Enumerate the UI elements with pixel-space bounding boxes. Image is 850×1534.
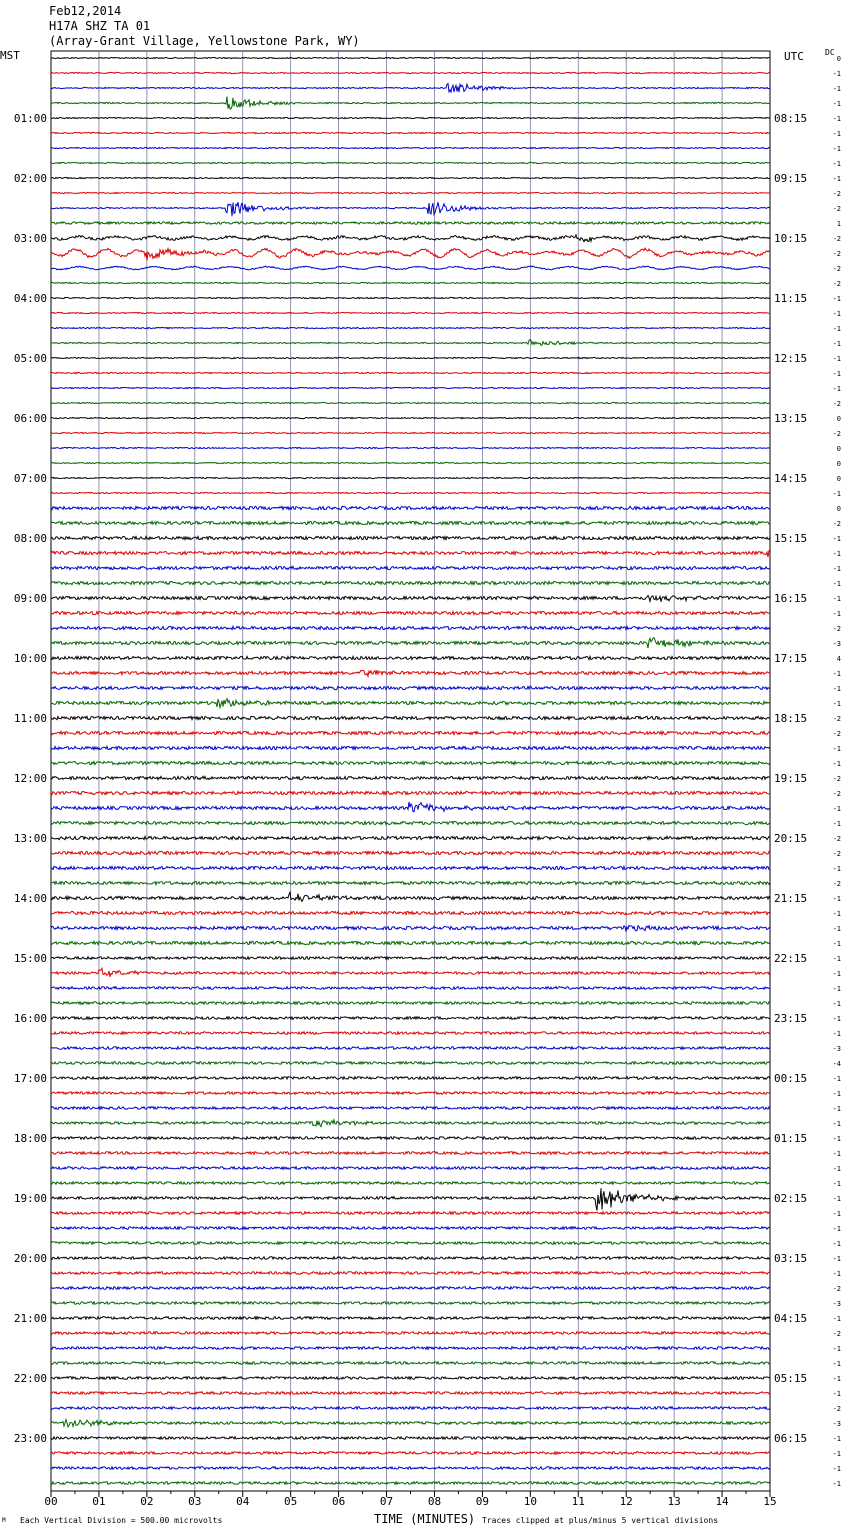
dc-offset-label: 4 <box>836 655 841 663</box>
dc-offset-label: -1 <box>832 820 841 828</box>
x-tick-label: 11 <box>571 1495 585 1508</box>
dc-offset-label: -1 <box>832 1090 841 1098</box>
dc-offset-label: -1 <box>832 115 841 123</box>
trace-row-2 <box>51 72 770 73</box>
trace-row-52 <box>51 821 770 824</box>
dc-offset-label: -1 <box>832 580 841 588</box>
x-tick-label: 07 <box>379 1495 394 1508</box>
trace-row-33 <box>51 536 770 539</box>
dc-offset-label: -1 <box>832 1105 841 1113</box>
dc-offset-label: 0 <box>836 55 841 63</box>
x-tick-label: 15 <box>763 1495 777 1508</box>
right-hour-label: 23:15 <box>774 1012 808 1025</box>
trace-row-27 <box>51 447 770 448</box>
trace-row-69 <box>51 1077 770 1080</box>
dc-offset-label: -1 <box>832 985 841 993</box>
dc-offset-label: -1 <box>832 865 841 873</box>
x-tick-label: 09 <box>475 1495 490 1508</box>
trace-row-48 <box>51 761 770 764</box>
trace-row-70 <box>51 1092 770 1095</box>
trace-row-50 <box>51 791 770 794</box>
dc-offset-label: -1 <box>832 1015 841 1023</box>
dc-offset-label: -1 <box>832 940 841 948</box>
dc-offset-label: -1 <box>832 610 841 618</box>
dc-offset-label: -1 <box>832 370 841 378</box>
dc-offset-label: -1 <box>832 355 841 363</box>
trace-row-60 <box>51 941 770 944</box>
trace-row-56 <box>51 881 770 884</box>
trace-row-91 <box>51 1407 770 1410</box>
trace-row-11 <box>51 202 770 216</box>
left-hour-label: 09:00 <box>13 592 47 605</box>
trace-row-7 <box>51 147 770 148</box>
trace-row-14 <box>51 248 770 260</box>
dc-offset-label: -1 <box>832 670 841 678</box>
x-tick-label: 10 <box>523 1495 537 1508</box>
x-tick-label: 01 <box>92 1495 106 1508</box>
right-hour-label: 03:15 <box>774 1252 808 1265</box>
dc-offset-label: -1 <box>832 85 841 93</box>
trace-row-26 <box>51 432 770 433</box>
left-hour-label: 06:00 <box>13 412 47 425</box>
x-axis-title: TIME (MINUTES) <box>374 1512 476 1526</box>
dc-offset-label: -1 <box>832 1000 841 1008</box>
dc-offset-label: -1 <box>832 295 841 303</box>
dc-offset-label: -1 <box>832 1480 841 1488</box>
trace-row-93 <box>51 1437 770 1440</box>
dc-offset-label: -1 <box>832 1225 841 1233</box>
trace-row-51 <box>51 802 770 812</box>
x-tick-label: 03 <box>188 1495 202 1508</box>
trace-row-63 <box>51 987 770 990</box>
dc-offset-label: -2 <box>832 715 841 723</box>
trace-row-37 <box>51 596 770 602</box>
dc-label: DC <box>825 48 835 57</box>
dc-offset-label: -2 <box>832 520 841 528</box>
trace-row-53 <box>51 836 770 839</box>
right-hour-label: 12:15 <box>774 352 808 365</box>
dc-offset-label: -2 <box>832 625 841 633</box>
dc-offset-label: -2 <box>832 250 841 258</box>
x-tick-label: 08 <box>427 1495 442 1508</box>
trace-row-64 <box>51 1002 770 1005</box>
footer-clip-note: Traces clipped at plus/minus 5 vertical divisions <box>482 1516 719 1525</box>
trace-row-61 <box>51 957 770 960</box>
dc-offset-label: -1 <box>832 130 841 138</box>
trace-row-75 <box>51 1167 770 1170</box>
dc-offset-label: -1 <box>832 550 841 558</box>
right-hour-label: 04:15 <box>774 1312 808 1325</box>
dc-offset-label: -1 <box>832 1030 841 1038</box>
dc-offset-label: -1 <box>832 1150 841 1158</box>
right-hour-label: 06:15 <box>774 1432 808 1445</box>
trace-row-87 <box>51 1347 770 1350</box>
trace-row-29 <box>51 477 770 478</box>
right-hour-label: 20:15 <box>774 832 808 845</box>
dc-offset-label: -3 <box>832 640 841 648</box>
trace-row-19 <box>51 327 770 328</box>
x-tick-label: 00 <box>44 1495 58 1508</box>
trace-row-5 <box>51 117 770 118</box>
dc-offset-label: -1 <box>832 805 841 813</box>
dc-offset-label: -1 <box>832 1465 841 1473</box>
dc-offset-label: -2 <box>832 400 841 408</box>
dc-offset-label: -1 <box>832 1255 841 1263</box>
trace-row-47 <box>51 746 770 749</box>
footer-scale-note: Each Vertical Division = 500.00 microvolts <box>20 1516 223 1525</box>
chart-date: Feb12,2014 <box>49 4 122 18</box>
dc-offset-label: -1 <box>832 955 841 963</box>
trace-row-28 <box>51 462 770 463</box>
right-hour-label: 15:15 <box>774 532 808 545</box>
trace-row-39 <box>51 626 770 629</box>
dc-offset-label: -1 <box>832 310 841 318</box>
trace-row-57 <box>51 892 770 901</box>
trace-row-78 <box>51 1212 770 1215</box>
trace-row-65 <box>51 1017 770 1020</box>
left-hour-label: 08:00 <box>13 532 47 545</box>
dc-offset-label: -1 <box>832 565 841 573</box>
trace-row-46 <box>51 731 770 734</box>
left-hour-label: 18:00 <box>13 1132 47 1145</box>
right-hour-label: 08:15 <box>774 112 808 125</box>
dc-offset-label: -2 <box>832 880 841 888</box>
trace-row-77 <box>51 1188 770 1210</box>
right-hour-label: 10:15 <box>774 232 808 245</box>
dc-offset-label: -1 <box>832 1270 841 1278</box>
trace-row-13 <box>51 235 770 242</box>
trace-row-79 <box>51 1227 770 1230</box>
dc-offset-label: -2 <box>832 775 841 783</box>
trace-row-25 <box>51 417 770 418</box>
trace-row-36 <box>51 581 770 584</box>
dc-offset-label: -1 <box>832 970 841 978</box>
trace-row-12 <box>51 222 770 224</box>
dc-offset-label: -3 <box>832 1300 841 1308</box>
trace-row-68 <box>51 1062 770 1065</box>
dc-offset-label: -1 <box>832 1360 841 1368</box>
dc-offset-label: -1 <box>832 910 841 918</box>
left-hour-label: 05:00 <box>13 352 47 365</box>
dc-offset-label: -1 <box>832 1450 841 1458</box>
trace-row-22 <box>51 372 770 373</box>
dc-offset-label: -1 <box>832 1375 841 1383</box>
dc-offset-label: 0 <box>836 505 841 513</box>
right-hour-label: 21:15 <box>774 892 808 905</box>
trace-row-94 <box>51 1452 770 1455</box>
trace-row-73 <box>51 1137 770 1140</box>
trace-row-49 <box>51 776 770 779</box>
dc-offset-label: -1 <box>832 490 841 498</box>
trace-row-62 <box>51 968 770 977</box>
trace-row-71 <box>51 1107 770 1110</box>
dc-offset-label: -1 <box>832 1135 841 1143</box>
trace-row-8 <box>51 162 770 163</box>
right-hour-label: 16:15 <box>774 592 808 605</box>
dc-offset-label: -1 <box>832 1345 841 1353</box>
left-hour-label: 12:00 <box>13 772 47 785</box>
dc-offset-label: -1 <box>832 385 841 393</box>
trace-row-55 <box>51 866 770 869</box>
x-tick-label: 14 <box>715 1495 729 1508</box>
trace-row-42 <box>51 670 770 676</box>
dc-offset-label: -2 <box>832 850 841 858</box>
dc-offset-label: -1 <box>832 760 841 768</box>
left-hour-label: 15:00 <box>13 952 47 965</box>
left-hour-label: 03:00 <box>13 232 47 245</box>
trace-row-66 <box>51 1032 770 1035</box>
trace-row-40 <box>51 638 770 648</box>
dc-offset-label: -1 <box>832 1210 841 1218</box>
left-hour-label: 11:00 <box>13 712 47 725</box>
dc-offset-label: -2 <box>832 205 841 213</box>
trace-row-92 <box>51 1420 770 1427</box>
dc-offset-label: -2 <box>832 190 841 198</box>
right-hour-label: 02:15 <box>774 1192 808 1205</box>
x-tick-label: 12 <box>619 1495 633 1508</box>
dc-offset-label: -1 <box>832 1165 841 1173</box>
right-hour-label: 05:15 <box>774 1372 808 1385</box>
trace-row-43 <box>51 686 770 689</box>
left-hour-label: 17:00 <box>13 1072 47 1085</box>
trace-row-17 <box>51 297 770 298</box>
dc-offset-label: -2 <box>832 430 841 438</box>
dc-offset-label: -2 <box>832 730 841 738</box>
trace-row-95 <box>51 1467 770 1470</box>
trace-row-45 <box>51 716 770 719</box>
trace-row-76 <box>51 1182 770 1185</box>
station-code: H17A SHZ TA 01 <box>49 19 151 33</box>
left-hour-label: 01:00 <box>13 112 47 125</box>
left-hour-label: 16:00 <box>13 1012 47 1025</box>
dc-offset-label: -1 <box>832 1240 841 1248</box>
trace-row-6 <box>51 132 770 133</box>
left-hour-label: 19:00 <box>13 1192 47 1205</box>
dc-offset-label: -1 <box>832 895 841 903</box>
right-hour-label: 19:15 <box>774 772 808 785</box>
trace-row-83 <box>51 1287 770 1290</box>
left-hour-label: 02:00 <box>13 172 47 185</box>
trace-row-84 <box>51 1302 770 1305</box>
dc-offset-label: -1 <box>832 160 841 168</box>
trace-row-38 <box>51 611 770 614</box>
dc-offset-label: -2 <box>832 1330 841 1338</box>
right-hour-label: 14:15 <box>774 472 808 485</box>
dc-offset-label: -1 <box>832 595 841 603</box>
trace-row-59 <box>51 926 770 932</box>
dc-offset-label: -4 <box>832 1060 841 1068</box>
trace-row-35 <box>51 566 770 569</box>
left-hour-label: 21:00 <box>13 1312 47 1325</box>
trace-row-15 <box>51 266 770 270</box>
trace-row-4 <box>51 97 770 109</box>
trace-row-31 <box>51 506 770 509</box>
dc-offset-label: -1 <box>832 70 841 78</box>
x-tick-label: 05 <box>284 1495 298 1508</box>
trace-row-30 <box>51 492 770 493</box>
trace-row-54 <box>51 851 770 854</box>
left-hour-label: 07:00 <box>13 472 47 485</box>
x-tick-label: 06 <box>331 1495 346 1508</box>
dc-offset-label: -3 <box>832 1420 841 1428</box>
right-hour-label: 09:15 <box>774 172 808 185</box>
trace-row-96 <box>51 1482 770 1485</box>
dc-offset-label: -1 <box>832 325 841 333</box>
dc-offset-label: -2 <box>832 265 841 273</box>
dc-offset-label: -1 <box>832 925 841 933</box>
dc-offset-label: -1 <box>832 685 841 693</box>
dc-offset-label: -1 <box>832 535 841 543</box>
trace-row-88 <box>51 1362 770 1365</box>
dc-offset-label: -2 <box>832 235 841 243</box>
dc-offset-label: -2 <box>832 1405 841 1413</box>
dc-offset-label: -1 <box>832 145 841 153</box>
footer-corner-mark: M <box>2 1517 6 1524</box>
left-hour-label: 10:00 <box>13 652 47 665</box>
x-tick-label: 04 <box>236 1495 250 1508</box>
right-axis-title: UTC <box>784 50 804 63</box>
trace-row-58 <box>51 911 770 914</box>
dc-offset-label: -1 <box>832 1315 841 1323</box>
left-hour-label: 04:00 <box>13 292 47 305</box>
trace-row-82 <box>51 1272 770 1275</box>
dc-offset-label: -1 <box>832 745 841 753</box>
trace-row-72 <box>51 1120 770 1127</box>
dc-offset-label: -2 <box>832 280 841 288</box>
trace-row-89 <box>51 1377 770 1380</box>
trace-row-23 <box>51 387 770 388</box>
dc-offset-label: 0 <box>836 445 841 453</box>
dc-offset-label: -1 <box>832 1390 841 1398</box>
trace-row-74 <box>51 1152 770 1155</box>
trace-row-18 <box>51 312 770 313</box>
trace-row-67 <box>51 1047 770 1050</box>
trace-row-85 <box>51 1317 770 1320</box>
dc-offset-label: -3 <box>832 1045 841 1053</box>
trace-row-10 <box>51 192 770 193</box>
left-hour-label: 20:00 <box>13 1252 47 1265</box>
dc-offset-label: -1 <box>832 1180 841 1188</box>
dc-offset-label: 1 <box>836 220 841 228</box>
trace-row-80 <box>51 1242 770 1245</box>
dc-offset-label: -2 <box>832 835 841 843</box>
trace-row-81 <box>51 1257 770 1260</box>
trace-row-41 <box>51 656 770 659</box>
right-hour-label: 00:15 <box>774 1072 808 1085</box>
left-axis-title: MST <box>0 49 20 62</box>
right-hour-label: 13:15 <box>774 412 808 425</box>
right-hour-label: 17:15 <box>774 652 808 665</box>
x-tick-label: 02 <box>140 1495 154 1508</box>
dc-offset-label: 0 <box>836 475 841 483</box>
trace-row-1 <box>51 57 770 58</box>
trace-row-90 <box>51 1392 770 1395</box>
station-location: (Array-Grant Village, Yellowstone Park, WY) <box>49 34 360 48</box>
dc-offset-label: -2 <box>832 790 841 798</box>
trace-row-21 <box>51 357 770 358</box>
right-hour-label: 22:15 <box>774 952 808 965</box>
left-hour-label: 13:00 <box>13 832 47 845</box>
dc-offset-label: -1 <box>832 100 841 108</box>
dc-offset-label: -1 <box>832 340 841 348</box>
trace-row-44 <box>51 699 770 708</box>
dc-offset-label: -1 <box>832 1435 841 1443</box>
trace-row-34 <box>51 550 770 557</box>
right-hour-label: 01:15 <box>774 1132 808 1145</box>
right-hour-label: 11:15 <box>774 292 808 305</box>
trace-row-3 <box>51 84 770 93</box>
trace-row-32 <box>51 521 770 524</box>
dc-offset-label: -1 <box>832 1195 841 1203</box>
trace-row-86 <box>51 1332 770 1335</box>
trace-row-9 <box>51 177 770 178</box>
left-hour-label: 23:00 <box>13 1432 47 1445</box>
trace-row-20 <box>51 340 770 346</box>
left-hour-label: 22:00 <box>13 1372 47 1385</box>
dc-offset-label: -2 <box>832 1285 841 1293</box>
dc-offset-label: 0 <box>836 415 841 423</box>
trace-row-16 <box>51 282 770 283</box>
x-tick-label: 13 <box>667 1495 681 1508</box>
trace-row-24 <box>51 402 770 403</box>
dc-offset-label: -1 <box>832 1120 841 1128</box>
right-hour-label: 18:15 <box>774 712 808 725</box>
dc-offset-label: -1 <box>832 175 841 183</box>
dc-offset-label: -1 <box>832 700 841 708</box>
dc-offset-label: 0 <box>836 460 841 468</box>
left-hour-label: 14:00 <box>13 892 47 905</box>
dc-offset-label: -1 <box>832 1075 841 1083</box>
